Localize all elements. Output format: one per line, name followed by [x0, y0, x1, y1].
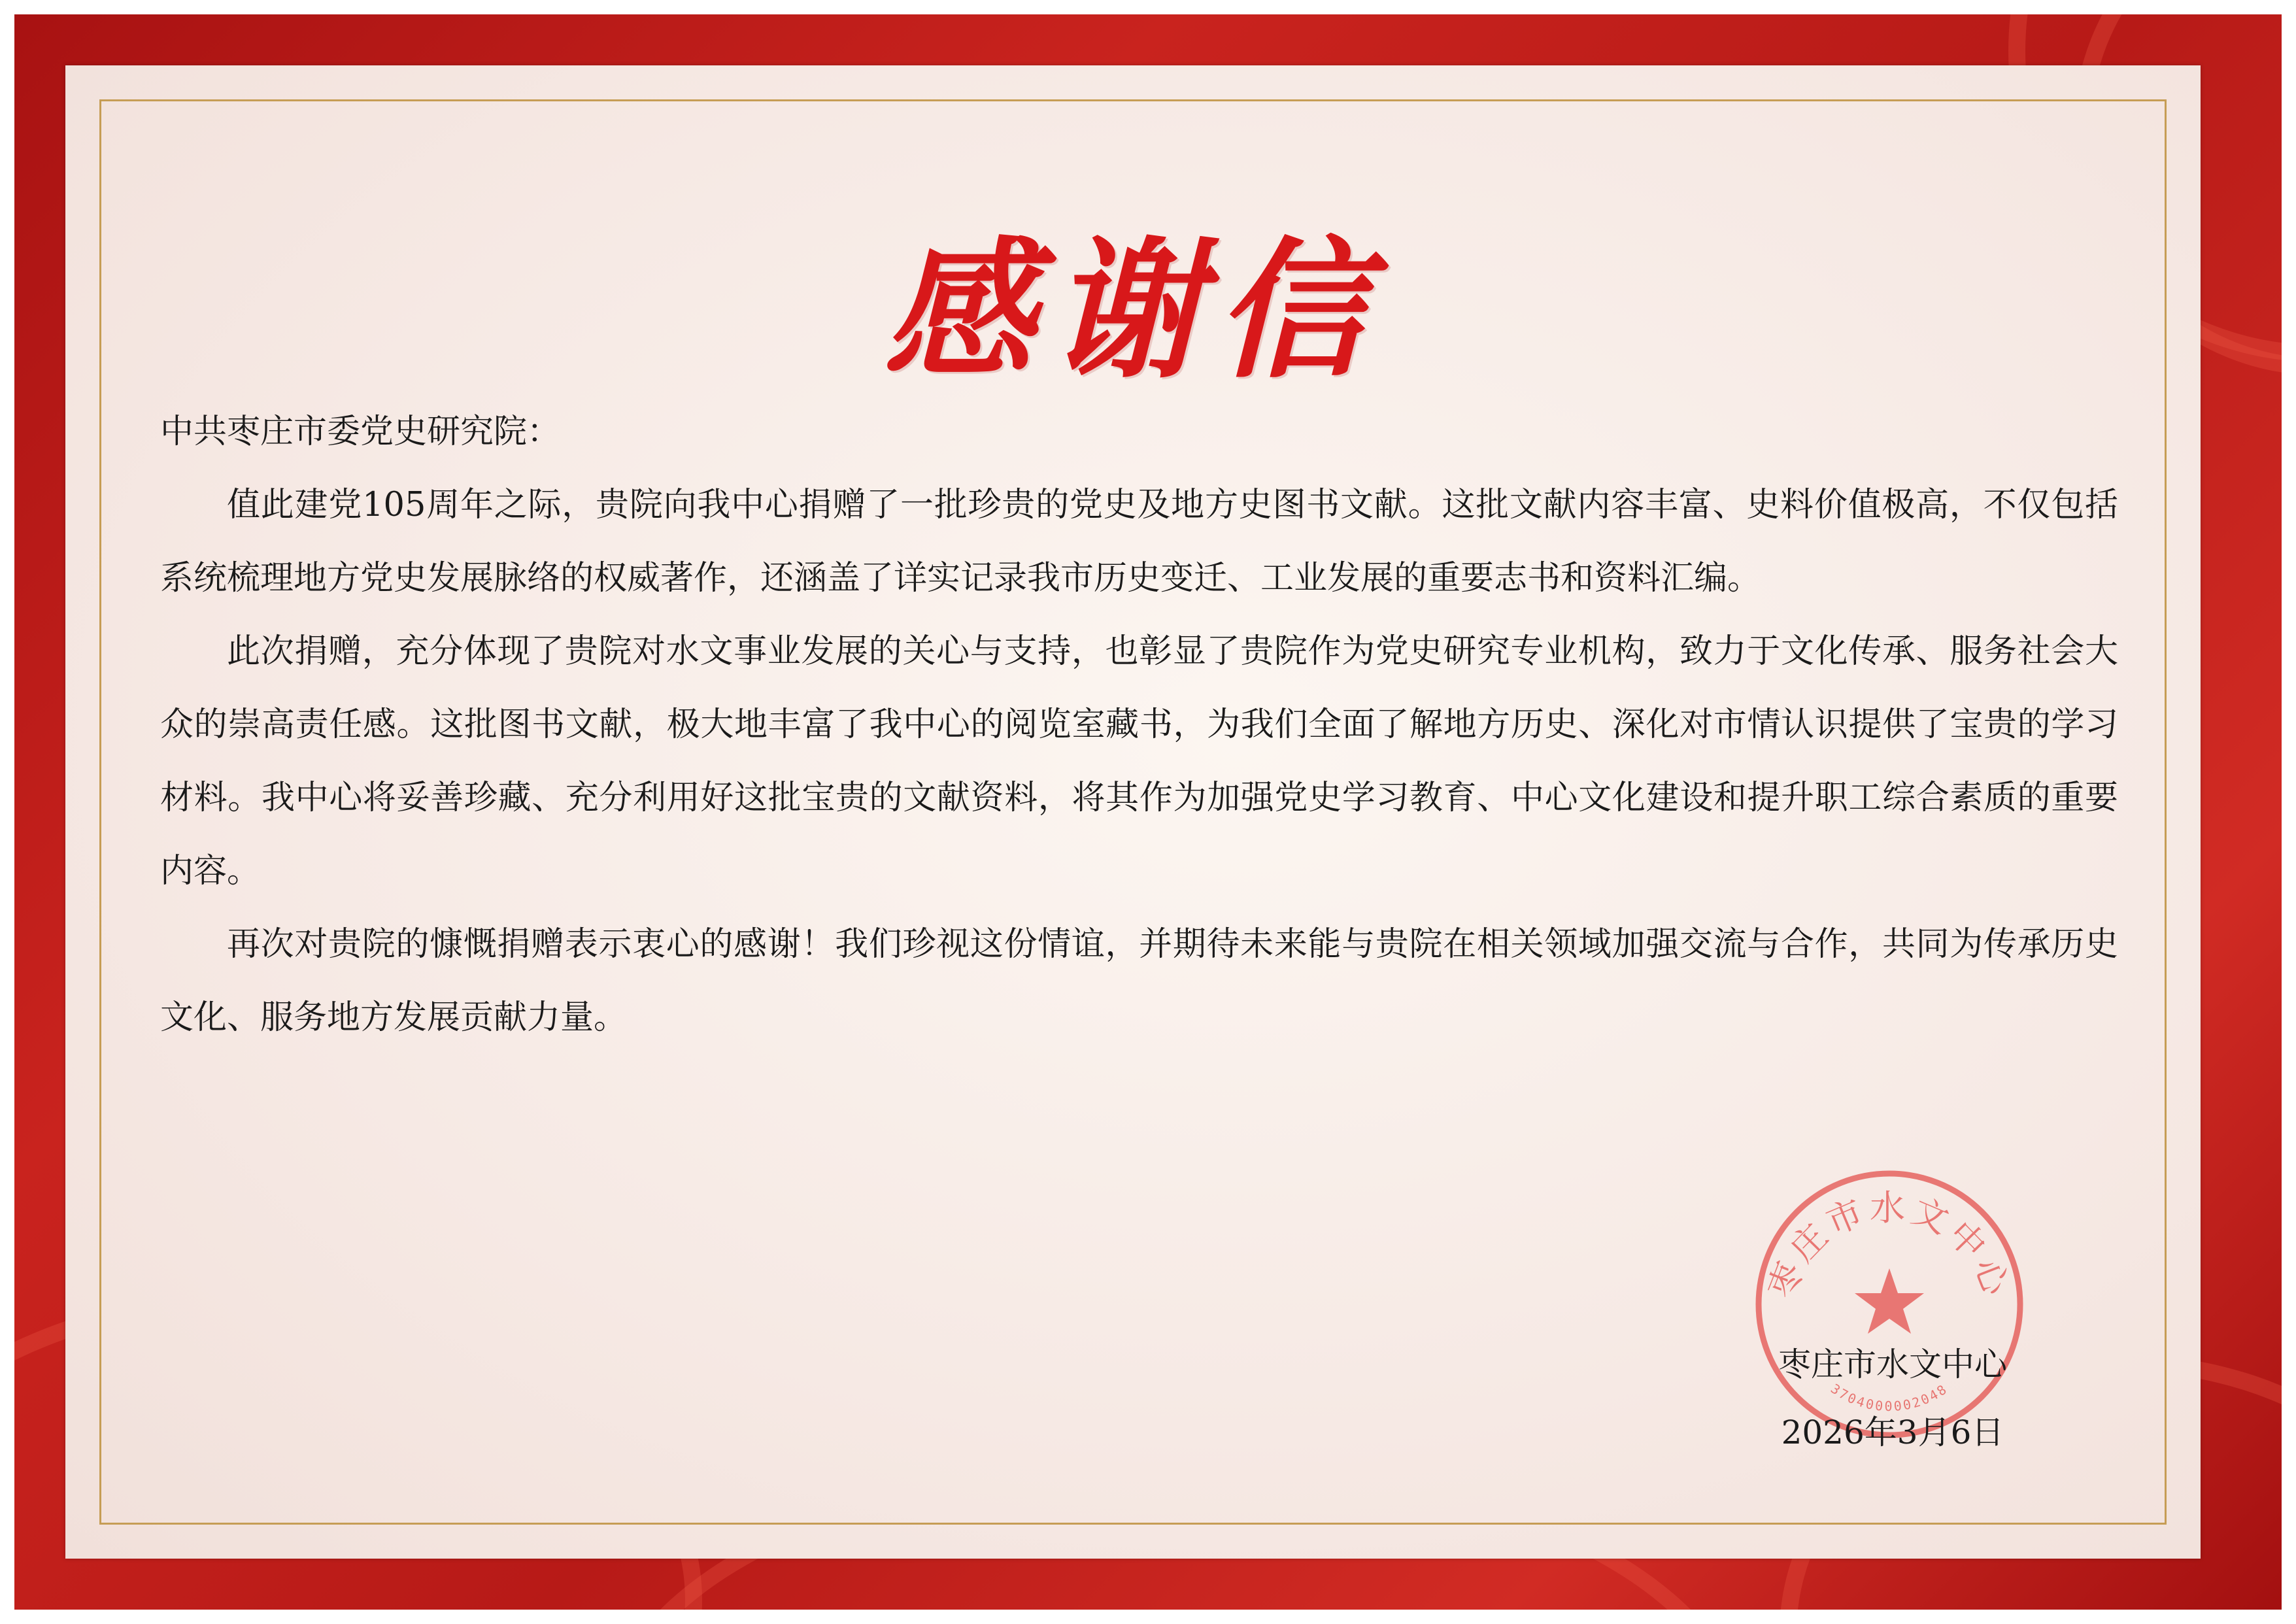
star-icon: [1855, 1268, 1924, 1334]
signature-organization: 枣庄市水文中心: [1778, 1345, 2007, 1383]
red-frame-background: [14, 14, 2282, 1610]
paragraph-thanks: 再次对贵院的慷慨捐赠表示衷心的感谢！我们珍视这份情谊，并期待未来能与贵院在相关领域加强交流与合作，共同为传承历史文化、服务地方发展贡献力量。: [160, 925, 2118, 1037]
seal-text: 枣庄市水文中心: [1760, 1187, 2019, 1304]
letter-paper: [65, 65, 2201, 1559]
signature-date: 2026年3月6日: [1781, 1413, 2004, 1451]
paragraph-significance: 此次捐赠，充分体现了贵院对水文事业发展的关心与支持，也彰显了贵院作为党史研究专业机构，致力于文化传承、服务社会大众的崇高责任感。这批图书文献，极大地丰富了我中心的阅览室藏书，为我们全面了解地方历史、深化对市情认识提供了宝贵的学习材料。我中心将妥善珍藏、充分利用好这批宝贵的文献资料，将其作为加强党史学习教育、中心文化建设和提升职工综合素质的重要内容。: [160, 632, 2118, 890]
salutation: 中共枣庄市委党史研究院：: [160, 413, 561, 451]
paragraph-donation: 值此建党105周年之际，贵院向我中心捐赠了一批珍贵的党史及地方史图书文献。这批文献内容丰富、史料价值极高，不仅包括系统梳理地方党史发展脉络的权威著作，还涵盖了详实记录我市历史变迁、工业发展的重要志书和资料汇编。: [160, 486, 2118, 598]
seal-code: 3704000002048: [1827, 1380, 1951, 1414]
signature-block: [1739, 1330, 2046, 1466]
letter-body: [160, 396, 2118, 1055]
letter-title: 感谢信: [884, 222, 1382, 399]
